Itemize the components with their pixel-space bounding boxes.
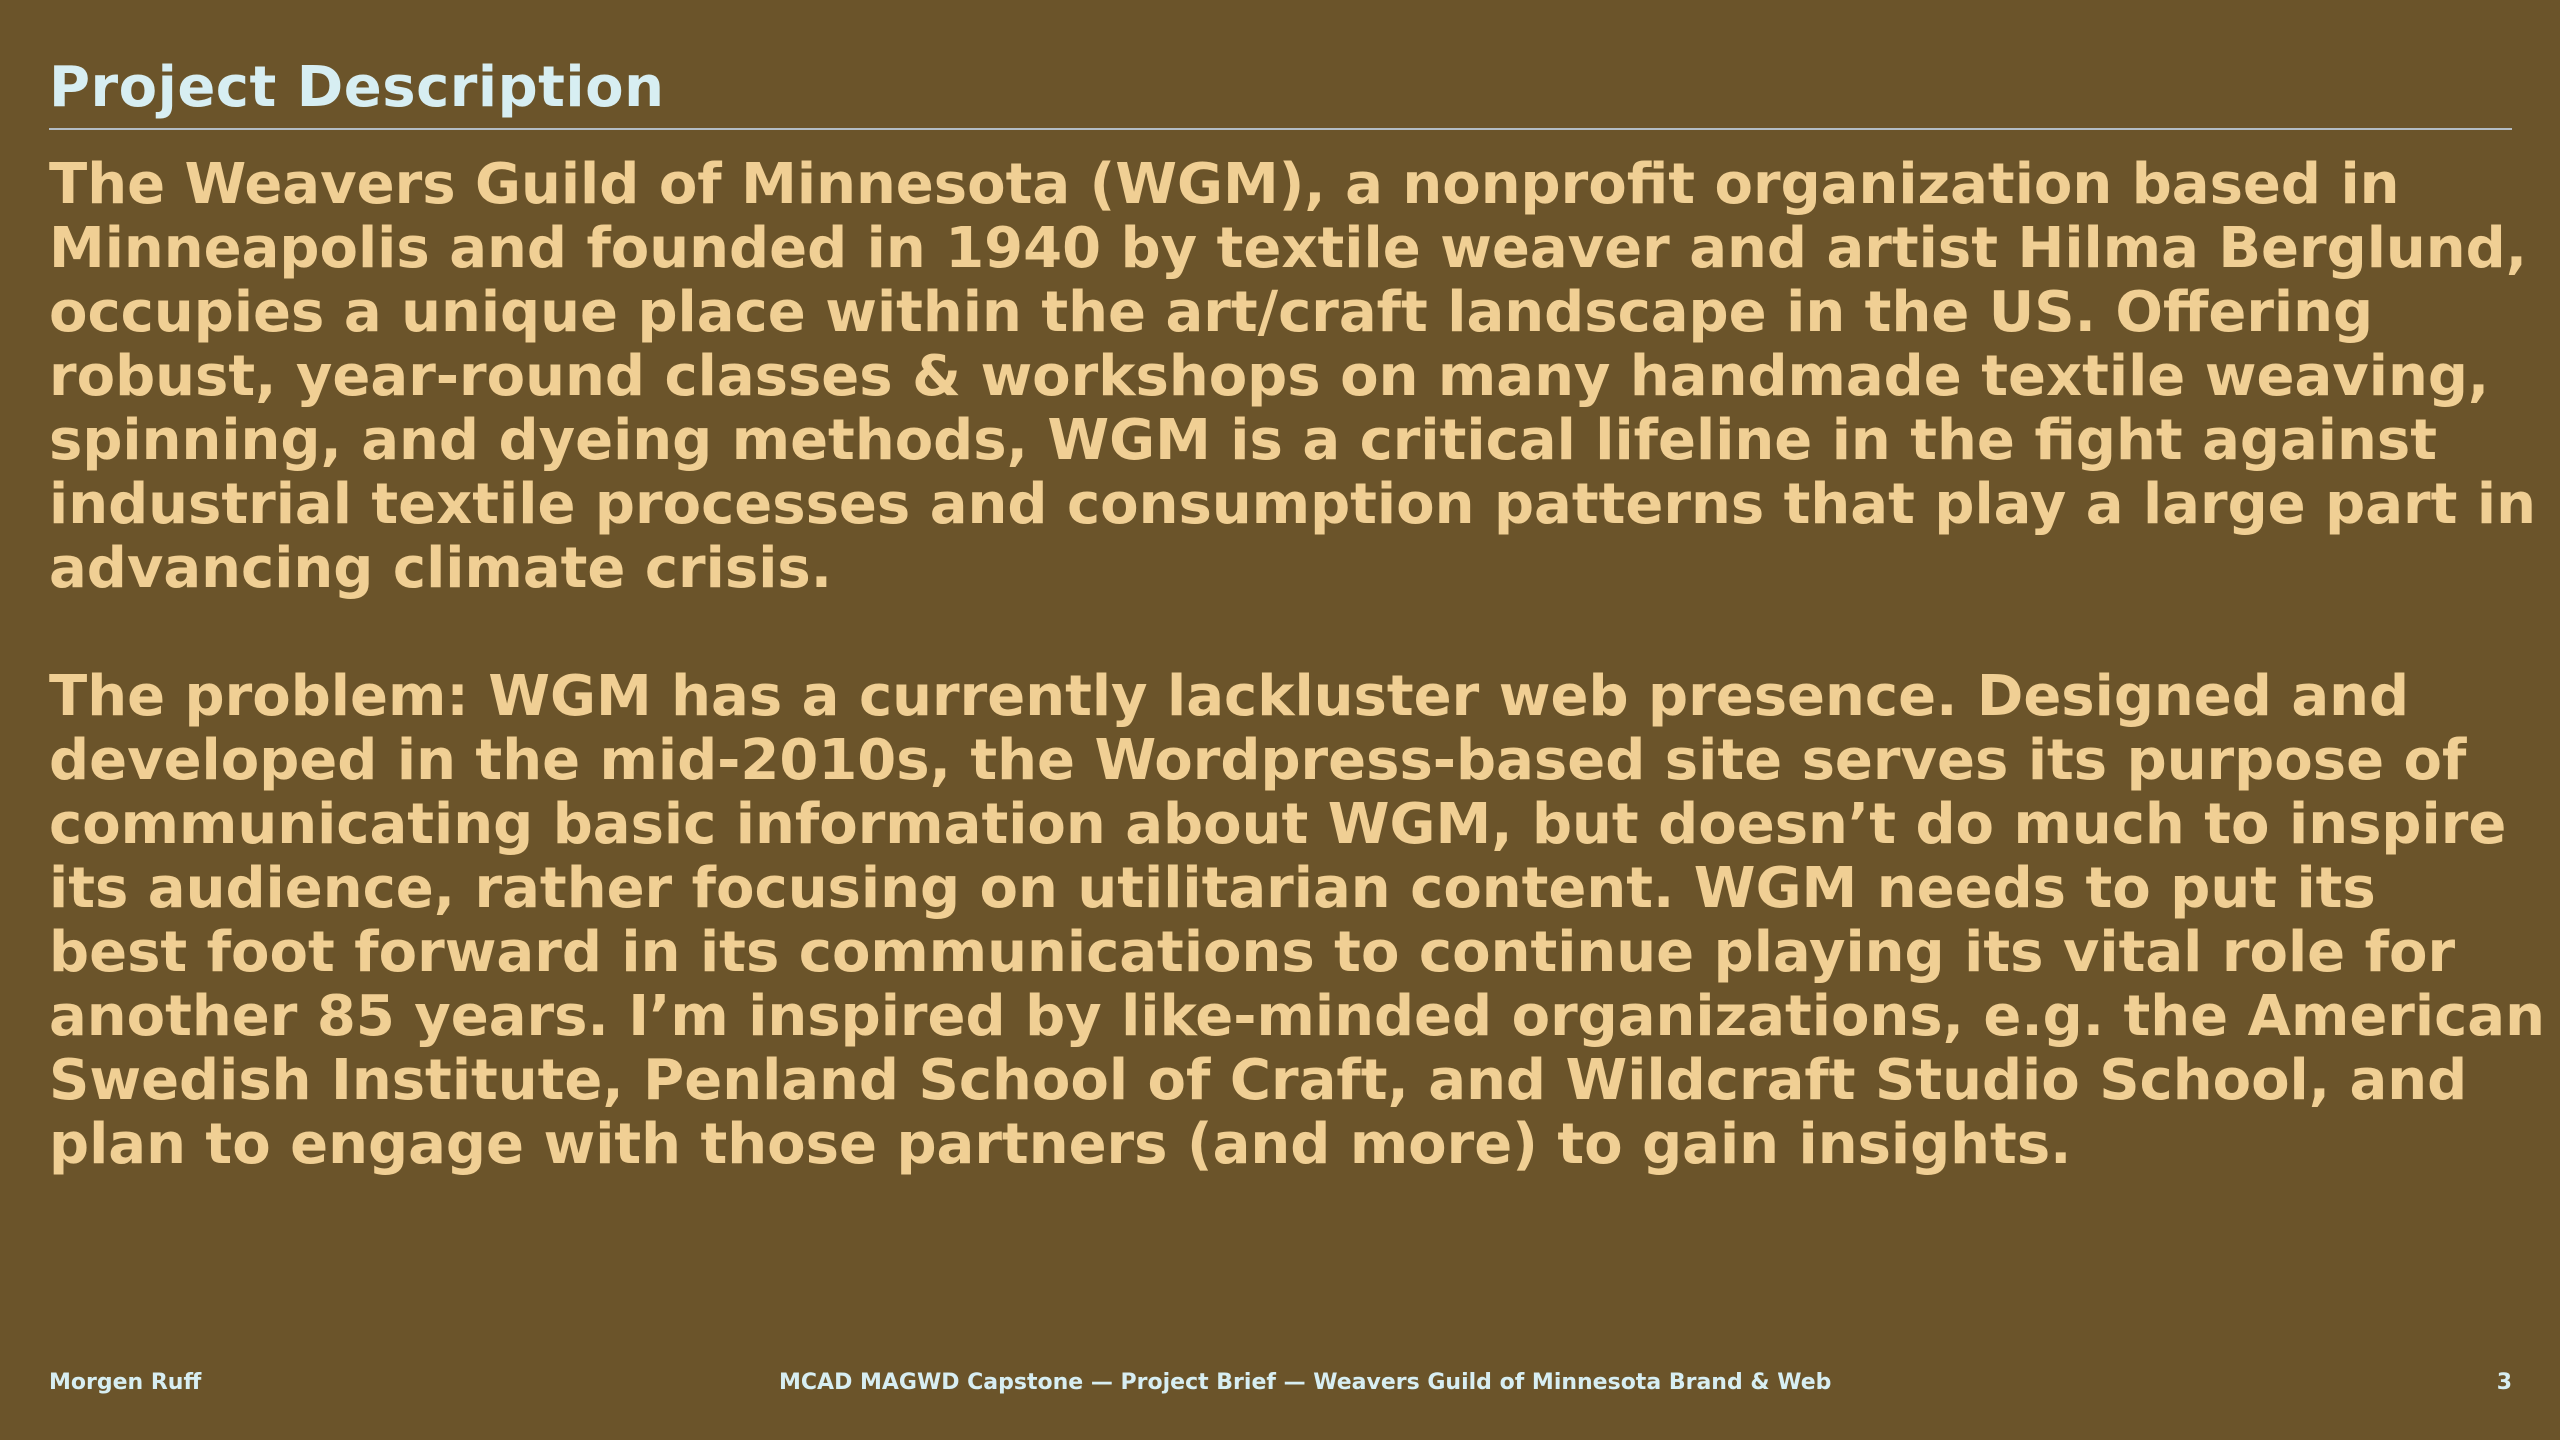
paragraph-line: robust, year-round classes & workshops on many handmade textile weaving,: [49, 344, 2490, 409]
page-title: Project Description: [49, 55, 665, 120]
paragraph-line: advancing climate crisis.: [49, 536, 832, 601]
page-number: 3: [2496, 1370, 2512, 1395]
paragraph-line: The problem: WGM has a currently lackluster web presence. Designed and: [49, 664, 2410, 729]
paragraph-line: plan to engage with those partners (and more) to gain insights.: [49, 1112, 2072, 1177]
paragraph-line: developed in the mid-2010s, the Wordpress-based site serves its purpose of: [49, 728, 2467, 793]
paragraph-line: communicating basic information about WGM, but doesn’t do much to inspire: [49, 792, 2507, 857]
paragraph-line: spinning, and dyeing methods, WGM is a critical lifeline in the fight against: [49, 408, 2437, 473]
paragraph-line: industrial textile processes and consumption patterns that play a large part in: [49, 472, 2536, 537]
problem-paragraph: [49, 664, 2545, 1177]
description-body: [49, 152, 2545, 1177]
paragraph-line: another 85 years. I’m inspired by like-minded organizations, e.g. the American: [49, 984, 2545, 1049]
slide-footer: [49, 1368, 2512, 1398]
intro-paragraph: [49, 152, 2536, 601]
slide-header: [49, 48, 2512, 130]
paragraph-line: best foot forward in its communications to continue playing its vital role for: [49, 920, 2456, 985]
paragraph-line: occupies a unique place within the art/craft landscape in the US. Offering: [49, 280, 2374, 345]
paragraph-line: Swedish Institute, Penland School of Craft, and Wildcraft Studio School, and: [49, 1048, 2468, 1113]
paragraph-line: The Weavers Guild of Minnesota (WGM), a nonprofit organization based in: [49, 152, 2400, 217]
footer-author: Morgen Ruff: [49, 1370, 202, 1395]
paragraph-line: Minneapolis and founded in 1940 by textile weaver and artist Hilma Berglund,: [49, 216, 2528, 281]
paragraph-line: its audience, rather focusing on utilitarian content. WGM needs to put its: [49, 856, 2376, 921]
footer-course-title: MCAD MAGWD Capstone — Project Brief — Weavers Guild of Minnesota Brand & Web: [779, 1370, 1832, 1395]
